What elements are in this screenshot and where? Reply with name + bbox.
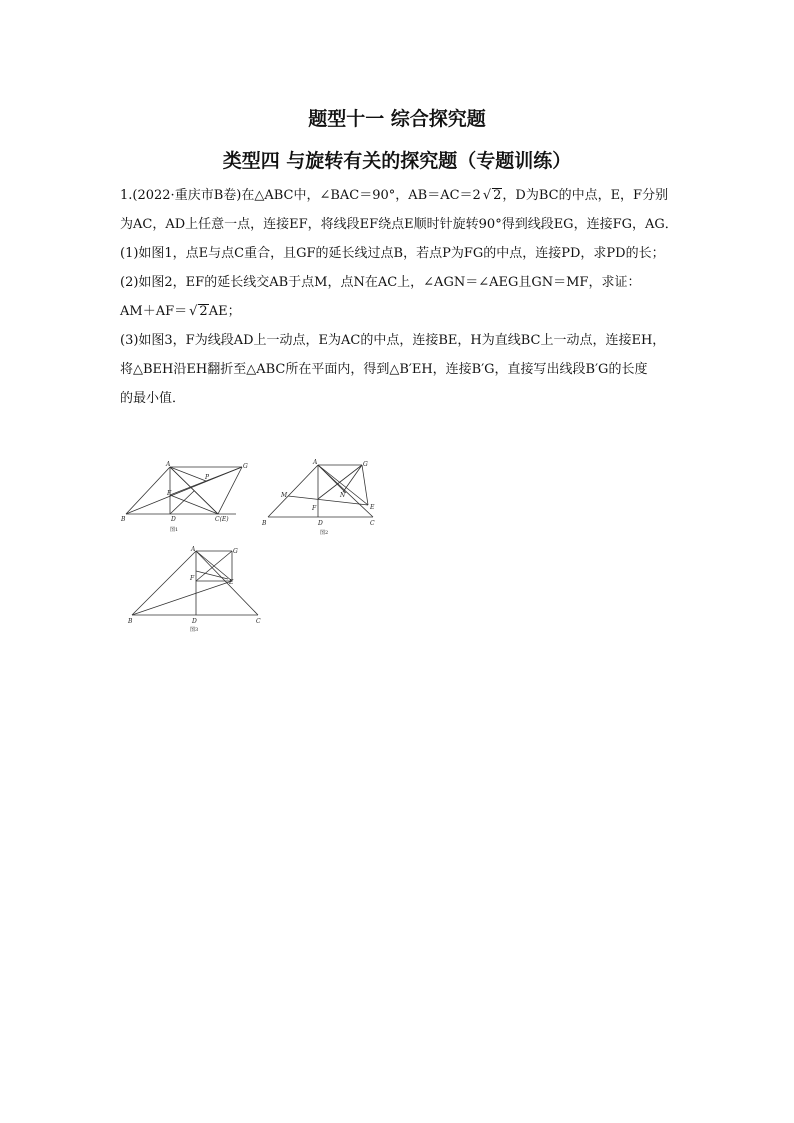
fig2-label-d: D: [318, 520, 323, 527]
fig3-label-e: E: [229, 579, 234, 586]
problem-line-2: 为AC，AD上任意一点，连接EF，将线段EF绕点E顺时针旋转90°得到线段EG，连接FG，AG．: [120, 217, 678, 232]
fig2-caption: 图2: [320, 530, 329, 536]
line1-end: ，D为BC的中点，E，F分别: [502, 188, 669, 203]
fig1-label-g: G: [243, 463, 248, 470]
problem-line-3: (1)如图1，点E与点C重合，且GF的延长线过点B，若点P为FG的中点，连接PD，求PD的长；: [120, 246, 665, 261]
line5-start: AM＋AF＝: [120, 304, 188, 319]
radical-sign: √: [189, 304, 198, 319]
fig2-label-b: B: [262, 520, 267, 527]
fig2-label-n: N: [340, 492, 346, 499]
fig2-label-g: G: [363, 461, 368, 468]
problem-line-8: 的最小值．: [120, 391, 186, 406]
fig3-caption: 图3: [190, 627, 199, 633]
fig2-label-a: A: [313, 459, 318, 466]
fig3-label-c: C: [256, 618, 261, 625]
fig2-label-m: M: [281, 492, 288, 499]
fig1-label-b: B: [121, 516, 126, 523]
line1-start: 1.(2022·重庆市B卷)在△ABC中，∠BAC＝90°，AB＝AC＝2: [120, 188, 481, 203]
section-subtitle: 类型四 与旋转有关的探究题（专题训练）: [222, 150, 572, 172]
fig1-label-ce: C(E): [215, 516, 229, 523]
figure-3: [122, 543, 272, 635]
radical-sign: √: [482, 188, 492, 203]
figure-1: [118, 458, 256, 540]
fig3-label-d: D: [192, 618, 197, 625]
problem-text: [120, 182, 680, 414]
fig1-label-a: A: [166, 461, 171, 468]
fig1-label-p: P: [205, 474, 210, 481]
line5-end: AE；: [208, 304, 241, 319]
radicand: 2: [199, 304, 208, 319]
radicand: 2: [493, 188, 502, 203]
section-title: 题型十一 综合探究题: [308, 108, 486, 130]
problem-line-7: 将△BEH沿EH翻折至△ABC所在平面内，得到△B′EH，连接B′G，直接写出线段B′G的长度: [120, 362, 648, 377]
figure-2: [258, 455, 388, 540]
fig1-label-d: D: [171, 516, 176, 523]
fig3-label-g: G: [233, 548, 238, 555]
problem-line-4: (2)如图2，EF的延长线交AB于点M，点N在AC上，∠AGN＝∠AEG且GN＝MF，求证：: [120, 275, 641, 290]
fig1-label-f: F: [167, 490, 172, 497]
fig2-label-e: E: [370, 504, 375, 511]
problem-line-6: (3)如图3，F为线段AD上一动点，E为AC的中点，连接BE，H为直线BC上一动点，连接EH，: [120, 333, 666, 348]
fig2-label-f: F: [312, 505, 317, 512]
fig3-label-f: F: [190, 575, 195, 582]
problem-line-1: [120, 182, 680, 211]
fig1-caption: 图1: [170, 527, 179, 533]
fig3-label-b: B: [128, 618, 133, 625]
fig3-label-a: A: [191, 546, 196, 553]
problem-line-5: [120, 298, 680, 327]
fig2-label-c: C: [370, 520, 375, 527]
